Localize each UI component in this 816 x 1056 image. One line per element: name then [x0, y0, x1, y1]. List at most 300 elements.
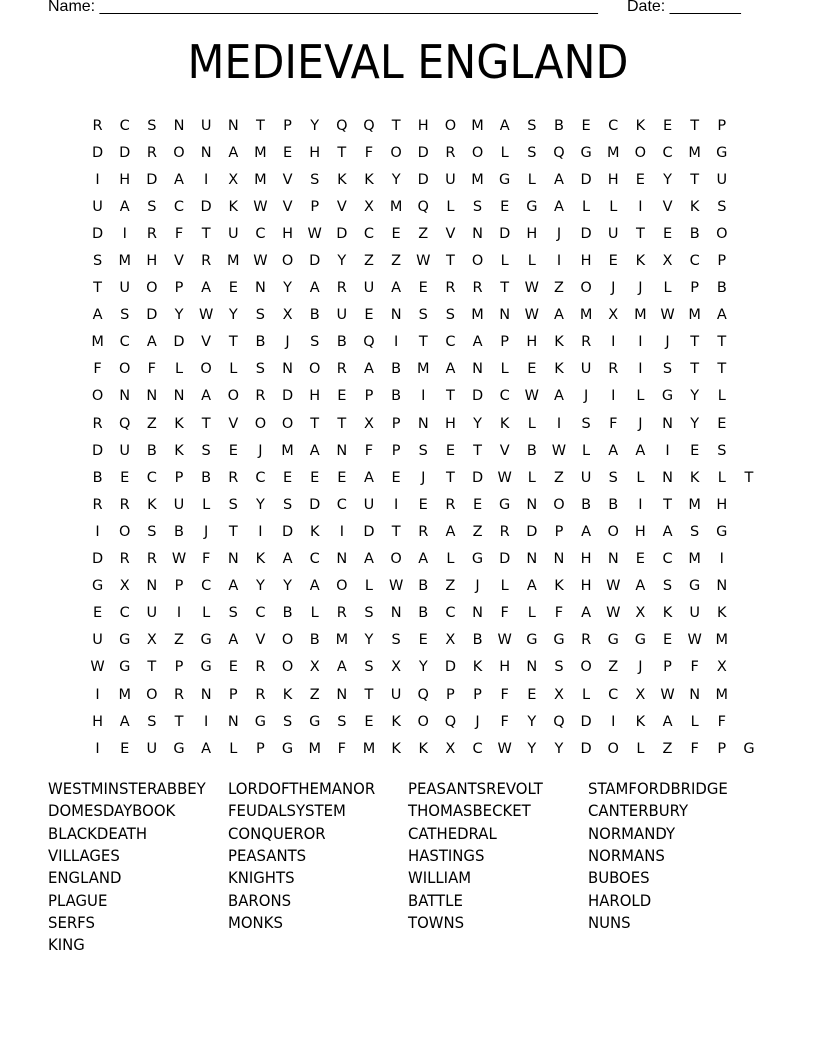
grid-cell[interactable]: S: [282, 496, 293, 513]
grid-cell[interactable]: S: [608, 469, 618, 486]
grid-cell[interactable]: T: [364, 686, 374, 703]
grid-cell[interactable]: L: [527, 171, 536, 188]
grid-cell[interactable]: W: [198, 307, 214, 324]
grid-cell[interactable]: N: [227, 551, 239, 568]
grid-cell[interactable]: R: [255, 659, 266, 676]
grid-cell[interactable]: E: [662, 117, 673, 134]
grid-cell[interactable]: G: [716, 523, 728, 540]
grid-cell[interactable]: M: [688, 551, 701, 568]
name-field[interactable]: Name: ________________________________________________________: [48, 0, 598, 15]
grid-cell[interactable]: A: [499, 117, 510, 134]
grid-cell[interactable]: F: [690, 659, 699, 676]
grid-cell[interactable]: S: [201, 442, 211, 459]
grid-cell[interactable]: K: [147, 496, 157, 513]
grid-cell[interactable]: X: [445, 740, 456, 757]
grid-cell[interactable]: A: [391, 280, 402, 297]
grid-cell[interactable]: D: [471, 469, 484, 486]
grid-cell[interactable]: G: [607, 632, 619, 649]
grid-cell[interactable]: I: [95, 740, 100, 757]
grid-cell[interactable]: K: [635, 713, 646, 730]
grid-cell[interactable]: F: [337, 740, 346, 757]
grid-cell[interactable]: T: [500, 280, 510, 297]
grid-cell[interactable]: L: [582, 686, 591, 703]
grid-cell[interactable]: G: [499, 171, 511, 188]
grid-cell[interactable]: E: [391, 469, 401, 486]
grid-cell[interactable]: U: [200, 117, 212, 134]
grid-cell[interactable]: L: [174, 361, 184, 378]
grid-cell[interactable]: N: [417, 415, 429, 432]
grid-cell[interactable]: C: [336, 496, 347, 513]
grid-cell[interactable]: S: [717, 442, 727, 459]
grid-cell[interactable]: C: [255, 225, 266, 242]
grid-cell[interactable]: Q: [444, 713, 457, 730]
grid-cell[interactable]: A: [716, 307, 727, 324]
grid-cell[interactable]: I: [203, 171, 209, 188]
grid-cell[interactable]: U: [173, 496, 185, 513]
grid-cell[interactable]: A: [554, 171, 564, 188]
grid-cell[interactable]: G: [689, 578, 701, 595]
grid-cell[interactable]: F: [717, 713, 726, 730]
grid-cell[interactable]: A: [282, 551, 293, 568]
grid-cell[interactable]: A: [554, 307, 564, 324]
grid-cell[interactable]: G: [526, 632, 538, 649]
grid-cell[interactable]: E: [120, 469, 130, 486]
grid-cell[interactable]: X: [119, 578, 130, 595]
grid-cell[interactable]: X: [662, 253, 673, 270]
grid-cell[interactable]: K: [662, 605, 673, 622]
grid-cell[interactable]: C: [201, 578, 212, 595]
grid-cell[interactable]: B: [201, 469, 212, 486]
grid-cell[interactable]: A: [472, 334, 483, 351]
grid-cell[interactable]: L: [527, 469, 536, 486]
grid-cell[interactable]: B: [418, 578, 429, 595]
grid-cell[interactable]: Q: [553, 144, 565, 161]
grid-cell[interactable]: E: [228, 280, 238, 297]
grid-cell[interactable]: Q: [119, 415, 131, 432]
grid-cell[interactable]: S: [717, 198, 727, 215]
grid-cell[interactable]: B: [391, 388, 402, 405]
grid-cell[interactable]: R: [92, 496, 103, 513]
grid-cell[interactable]: E: [228, 442, 238, 459]
grid-cell[interactable]: I: [258, 523, 263, 540]
grid-cell[interactable]: A: [228, 632, 239, 649]
grid-cell[interactable]: X: [309, 659, 320, 676]
grid-cell[interactable]: R: [445, 144, 456, 161]
grid-cell[interactable]: L: [446, 198, 455, 215]
grid-cell[interactable]: D: [336, 225, 348, 242]
grid-cell[interactable]: W: [416, 253, 431, 270]
grid-cell[interactable]: F: [554, 605, 564, 622]
grid-cell[interactable]: W: [687, 632, 702, 649]
grid-cell[interactable]: E: [717, 415, 727, 432]
grid-cell[interactable]: T: [391, 523, 401, 540]
grid-cell[interactable]: Q: [336, 117, 348, 134]
grid-cell[interactable]: L: [500, 578, 509, 595]
grid-cell[interactable]: E: [527, 686, 537, 703]
grid-cell[interactable]: T: [228, 523, 238, 540]
grid-cell[interactable]: G: [200, 659, 212, 676]
grid-cell[interactable]: R: [499, 523, 510, 540]
grid-cell[interactable]: O: [390, 551, 402, 568]
grid-cell[interactable]: K: [554, 578, 564, 595]
grid-cell[interactable]: E: [337, 469, 347, 486]
grid-cell[interactable]: S: [282, 713, 293, 730]
grid-cell[interactable]: V: [174, 253, 184, 270]
grid-cell[interactable]: R: [228, 469, 239, 486]
grid-cell[interactable]: Q: [553, 713, 565, 730]
grid-cell[interactable]: P: [256, 740, 265, 757]
grid-cell[interactable]: K: [391, 740, 401, 757]
grid-cell[interactable]: I: [95, 171, 100, 188]
grid-cell[interactable]: A: [526, 578, 537, 595]
grid-cell[interactable]: S: [364, 659, 374, 676]
grid-cell[interactable]: H: [526, 225, 538, 242]
grid-cell[interactable]: S: [581, 415, 591, 432]
grid-cell[interactable]: Q: [363, 334, 375, 351]
grid-cell[interactable]: C: [119, 117, 130, 134]
grid-cell[interactable]: U: [607, 225, 619, 242]
grid-cell[interactable]: B: [309, 307, 320, 324]
grid-cell[interactable]: S: [418, 442, 428, 459]
grid-cell[interactable]: U: [119, 442, 131, 459]
grid-cell[interactable]: I: [556, 415, 562, 432]
grid-cell[interactable]: T: [174, 713, 184, 730]
grid-cell[interactable]: K: [554, 334, 564, 351]
grid-cell[interactable]: E: [282, 144, 293, 161]
grid-cell[interactable]: C: [445, 605, 456, 622]
grid-cell[interactable]: S: [662, 361, 673, 378]
grid-cell[interactable]: M: [227, 253, 240, 270]
grid-cell[interactable]: W: [524, 388, 539, 405]
grid-cell[interactable]: E: [662, 632, 673, 649]
grid-cell[interactable]: G: [309, 713, 321, 730]
grid-cell[interactable]: L: [202, 605, 211, 622]
grid-cell[interactable]: G: [200, 632, 212, 649]
grid-cell[interactable]: I: [611, 388, 616, 405]
grid-cell[interactable]: K: [717, 605, 727, 622]
grid-cell[interactable]: W: [606, 605, 621, 622]
grid-cell[interactable]: P: [500, 334, 510, 351]
grid-cell[interactable]: M: [471, 307, 484, 324]
grid-cell[interactable]: T: [690, 117, 700, 134]
grid-cell[interactable]: N: [227, 117, 239, 134]
grid-cell[interactable]: E: [120, 740, 130, 757]
grid-cell[interactable]: D: [173, 334, 185, 351]
grid-cell[interactable]: G: [499, 496, 511, 513]
grid-cell[interactable]: C: [363, 225, 375, 242]
grid-cell[interactable]: U: [363, 496, 375, 513]
grid-cell[interactable]: O: [336, 578, 348, 595]
grid-cell[interactable]: T: [418, 334, 428, 351]
grid-cell[interactable]: R: [146, 144, 157, 161]
grid-cell[interactable]: L: [500, 253, 509, 270]
grid-cell[interactable]: M: [471, 171, 484, 188]
grid-cell[interactable]: B: [472, 632, 483, 649]
grid-cell[interactable]: F: [364, 442, 374, 459]
grid-cell[interactable]: C: [255, 605, 266, 622]
grid-cell[interactable]: I: [638, 496, 643, 513]
grid-cell[interactable]: B: [282, 605, 293, 622]
grid-cell[interactable]: E: [635, 171, 645, 188]
grid-cell[interactable]: S: [147, 198, 157, 215]
grid-cell[interactable]: C: [608, 686, 619, 703]
grid-cell[interactable]: S: [255, 307, 266, 324]
grid-cell[interactable]: L: [582, 198, 591, 215]
grid-cell[interactable]: D: [146, 307, 158, 324]
grid-cell[interactable]: Y: [364, 632, 374, 649]
grid-cell[interactable]: G: [743, 740, 755, 757]
grid-cell[interactable]: S: [391, 632, 401, 649]
grid-cell[interactable]: B: [255, 334, 266, 351]
grid-cell[interactable]: M: [606, 144, 620, 161]
grid-cell[interactable]: L: [636, 469, 645, 486]
grid-cell[interactable]: Y: [337, 253, 347, 270]
grid-cell[interactable]: V: [201, 334, 212, 351]
grid-cell[interactable]: G: [580, 144, 592, 161]
grid-cell[interactable]: F: [500, 686, 509, 703]
grid-cell[interactable]: I: [122, 225, 127, 242]
grid-cell[interactable]: L: [500, 361, 509, 378]
grid-cell[interactable]: J: [583, 388, 589, 405]
grid-cell[interactable]: N: [173, 117, 185, 134]
grid-cell[interactable]: P: [174, 578, 184, 595]
grid-cell[interactable]: E: [635, 551, 645, 568]
grid-cell[interactable]: K: [635, 117, 646, 134]
grid-cell[interactable]: X: [364, 415, 374, 432]
grid-cell[interactable]: S: [255, 361, 266, 378]
grid-cell[interactable]: L: [527, 605, 536, 622]
grid-cell[interactable]: E: [500, 198, 510, 215]
grid-cell[interactable]: U: [689, 605, 700, 622]
grid-cell[interactable]: M: [634, 307, 647, 324]
grid-cell[interactable]: M: [579, 307, 593, 324]
grid-cell[interactable]: P: [391, 442, 401, 459]
grid-cell[interactable]: U: [146, 605, 158, 622]
grid-cell[interactable]: H: [580, 578, 592, 595]
grid-cell[interactable]: K: [337, 171, 347, 188]
grid-cell[interactable]: D: [580, 740, 592, 757]
grid-cell[interactable]: V: [336, 198, 347, 215]
grid-cell[interactable]: C: [662, 144, 673, 161]
grid-cell[interactable]: I: [393, 334, 399, 351]
grid-cell[interactable]: G: [119, 659, 131, 676]
grid-cell[interactable]: F: [690, 740, 699, 757]
grid-cell[interactable]: A: [92, 307, 103, 324]
grid-cell[interactable]: U: [580, 469, 592, 486]
grid-cell[interactable]: D: [91, 551, 104, 568]
grid-cell[interactable]: N: [526, 659, 538, 676]
grid-cell[interactable]: Z: [553, 469, 564, 486]
grid-cell[interactable]: M: [715, 632, 729, 649]
grid-cell[interactable]: P: [228, 686, 238, 703]
grid-cell[interactable]: T: [391, 117, 401, 134]
grid-cell[interactable]: P: [473, 686, 482, 703]
grid-cell[interactable]: I: [638, 334, 643, 351]
grid-cell[interactable]: S: [418, 307, 428, 324]
grid-cell[interactable]: L: [310, 605, 319, 622]
grid-cell[interactable]: P: [446, 686, 455, 703]
grid-cell[interactable]: O: [607, 740, 619, 757]
grid-cell[interactable]: N: [499, 307, 511, 324]
grid-cell[interactable]: O: [281, 415, 294, 432]
grid-cell[interactable]: K: [635, 253, 646, 270]
grid-cell[interactable]: L: [717, 388, 726, 405]
grid-cell[interactable]: A: [336, 659, 347, 676]
grid-cell[interactable]: M: [389, 198, 403, 215]
grid-cell[interactable]: M: [91, 334, 104, 351]
grid-cell[interactable]: K: [228, 198, 239, 215]
grid-cell[interactable]: B: [689, 225, 700, 242]
grid-cell[interactable]: A: [608, 442, 619, 459]
grid-cell[interactable]: Y: [228, 307, 238, 324]
grid-cell[interactable]: N: [553, 551, 565, 568]
grid-cell[interactable]: P: [717, 740, 727, 757]
grid-cell[interactable]: Y: [391, 171, 401, 188]
grid-cell[interactable]: L: [663, 280, 672, 297]
grid-cell[interactable]: K: [309, 523, 320, 540]
grid-cell[interactable]: N: [173, 388, 185, 405]
grid-cell[interactable]: S: [147, 713, 157, 730]
grid-cell[interactable]: N: [662, 415, 673, 432]
grid-cell[interactable]: Q: [417, 198, 429, 215]
grid-cell[interactable]: D: [444, 659, 456, 676]
grid-cell[interactable]: V: [445, 225, 456, 242]
grid-cell[interactable]: T: [337, 144, 347, 161]
grid-cell[interactable]: M: [118, 686, 131, 703]
grid-cell[interactable]: E: [228, 659, 238, 676]
grid-cell[interactable]: I: [611, 713, 616, 730]
grid-cell[interactable]: A: [445, 523, 456, 540]
grid-cell[interactable]: G: [173, 740, 185, 757]
grid-cell[interactable]: W: [307, 225, 322, 242]
grid-cell[interactable]: C: [119, 605, 130, 622]
grid-cell[interactable]: E: [662, 225, 673, 242]
grid-cell[interactable]: L: [717, 469, 726, 486]
grid-cell[interactable]: W: [551, 442, 567, 459]
grid-cell[interactable]: L: [527, 253, 536, 270]
grid-cell[interactable]: B: [553, 117, 564, 134]
grid-cell[interactable]: R: [445, 280, 456, 297]
grid-cell[interactable]: D: [363, 523, 375, 540]
grid-cell[interactable]: E: [445, 442, 455, 459]
grid-cell[interactable]: O: [444, 117, 457, 134]
grid-cell[interactable]: J: [475, 578, 480, 595]
grid-cell[interactable]: J: [638, 659, 643, 676]
grid-cell[interactable]: L: [582, 442, 591, 459]
grid-cell[interactable]: T: [473, 442, 482, 459]
grid-cell[interactable]: E: [391, 225, 401, 242]
grid-cell[interactable]: M: [471, 117, 484, 134]
grid-cell[interactable]: P: [364, 388, 374, 405]
grid-cell[interactable]: L: [500, 144, 509, 161]
grid-cell[interactable]: N: [146, 388, 158, 405]
grid-cell[interactable]: N: [336, 551, 348, 568]
grid-cell[interactable]: N: [607, 551, 619, 568]
grid-cell[interactable]: A: [418, 551, 429, 568]
grid-cell[interactable]: D: [499, 551, 511, 568]
grid-cell[interactable]: R: [581, 632, 592, 649]
grid-cell[interactable]: C: [472, 740, 483, 757]
grid-cell[interactable]: B: [146, 442, 157, 459]
grid-cell[interactable]: T: [635, 225, 645, 242]
grid-cell[interactable]: C: [309, 551, 320, 568]
grid-cell[interactable]: K: [499, 415, 510, 432]
grid-cell[interactable]: U: [92, 198, 103, 215]
grid-cell[interactable]: P: [690, 280, 700, 297]
grid-cell[interactable]: O: [281, 632, 294, 649]
grid-cell[interactable]: Y: [255, 578, 265, 595]
grid-cell[interactable]: C: [146, 469, 157, 486]
grid-cell[interactable]: T: [717, 361, 727, 378]
grid-cell[interactable]: T: [310, 415, 320, 432]
grid-cell[interactable]: Q: [417, 686, 429, 703]
grid-cell[interactable]: O: [580, 659, 592, 676]
grid-cell[interactable]: Y: [255, 496, 265, 513]
grid-cell[interactable]: D: [91, 442, 104, 459]
grid-cell[interactable]: A: [635, 578, 646, 595]
grid-cell[interactable]: X: [282, 307, 293, 324]
grid-cell[interactable]: I: [719, 551, 724, 568]
grid-cell[interactable]: O: [716, 225, 728, 242]
grid-cell[interactable]: K: [689, 198, 700, 215]
grid-cell[interactable]: O: [119, 523, 131, 540]
grid-cell[interactable]: K: [282, 686, 293, 703]
grid-cell[interactable]: Y: [690, 388, 700, 405]
grid-cell[interactable]: R: [336, 361, 347, 378]
grid-cell[interactable]: X: [445, 632, 456, 649]
grid-cell[interactable]: B: [716, 280, 727, 297]
grid-cell[interactable]: N: [336, 442, 348, 459]
grid-cell[interactable]: F: [147, 361, 157, 378]
grid-cell[interactable]: A: [364, 361, 374, 378]
grid-cell[interactable]: S: [92, 253, 103, 270]
grid-cell[interactable]: H: [119, 171, 131, 188]
grid-cell[interactable]: Z: [146, 415, 157, 432]
grid-cell[interactable]: L: [229, 740, 238, 757]
grid-cell[interactable]: S: [228, 496, 238, 513]
grid-cell[interactable]: L: [446, 551, 455, 568]
grid-cell[interactable]: G: [91, 578, 104, 595]
grid-cell[interactable]: A: [662, 523, 673, 540]
grid-cell[interactable]: A: [364, 551, 374, 568]
grid-cell[interactable]: A: [228, 144, 239, 161]
grid-cell[interactable]: U: [363, 280, 375, 297]
grid-cell[interactable]: Z: [553, 280, 564, 297]
grid-cell[interactable]: A: [309, 442, 320, 459]
grid-cell[interactable]: L: [609, 198, 618, 215]
grid-cell[interactable]: E: [690, 442, 700, 459]
grid-cell[interactable]: W: [660, 686, 675, 703]
grid-cell[interactable]: O: [173, 144, 185, 161]
grid-cell[interactable]: R: [201, 253, 212, 270]
grid-cell[interactable]: S: [472, 198, 483, 215]
grid-cell[interactable]: U: [119, 280, 131, 297]
grid-cell[interactable]: T: [445, 253, 455, 270]
grid-cell[interactable]: O: [553, 496, 565, 513]
grid-cell[interactable]: A: [581, 523, 592, 540]
grid-cell[interactable]: E: [92, 605, 103, 622]
grid-cell[interactable]: N: [662, 469, 673, 486]
grid-cell[interactable]: K: [554, 361, 564, 378]
grid-cell[interactable]: T: [690, 334, 700, 351]
grid-cell[interactable]: O: [607, 523, 619, 540]
grid-cell[interactable]: O: [471, 253, 484, 270]
grid-cell[interactable]: O: [200, 361, 212, 378]
grid-cell[interactable]: F: [174, 225, 184, 242]
grid-cell[interactable]: Z: [445, 578, 456, 595]
grid-cell[interactable]: D: [471, 388, 484, 405]
grid-cell[interactable]: B: [174, 523, 184, 540]
